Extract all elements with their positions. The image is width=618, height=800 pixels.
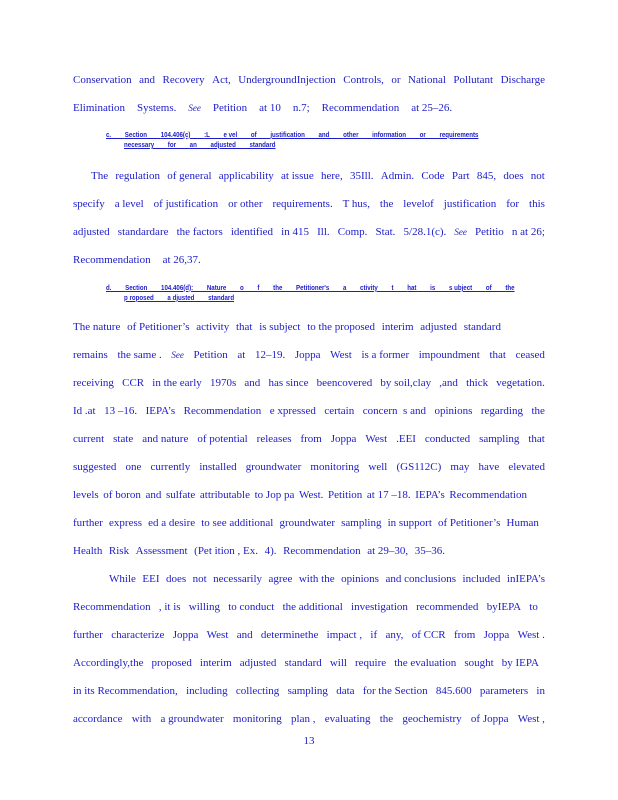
text-segment: 5/28.1(c). — [403, 226, 447, 238]
text-segment: and conclusions — [385, 573, 457, 585]
text-segment: adjusted — [239, 657, 277, 669]
text-segment: of CCR — [411, 629, 446, 641]
text-line — [73, 348, 545, 362]
text-segment: and — [145, 489, 162, 501]
text-segment: currently — [150, 461, 191, 473]
text-segment: require — [355, 657, 387, 669]
heading-segment: :L — [204, 130, 224, 139]
text-segment: have — [478, 461, 500, 473]
text-segment: proposed — [151, 657, 192, 669]
text-segment: agree — [268, 573, 293, 585]
text-segment: n.7; — [292, 102, 310, 114]
heading-segment: ctivity — [360, 283, 392, 292]
text-segment: current — [73, 433, 105, 445]
text-segment: not — [530, 170, 545, 182]
heading-segment: 104.406(c) — [160, 130, 205, 139]
text-segment: concern s and — [362, 405, 426, 417]
text-segment: evaluating — [324, 713, 371, 725]
text-segment: Petition — [193, 349, 228, 361]
text-segment: 1970s — [209, 377, 237, 389]
text-segment: willing — [188, 601, 220, 613]
heading-segment: s ubject — [448, 283, 486, 292]
text-segment: Recommendation — [73, 254, 151, 266]
text-segment: a groundwater — [160, 713, 224, 725]
text-segment: See — [171, 350, 184, 360]
text-segment: West. — [298, 489, 324, 501]
text-line — [73, 253, 545, 267]
text-segment: specify — [73, 198, 105, 210]
text-segment: recommended — [416, 601, 479, 613]
heading-segment: e vel — [223, 130, 251, 139]
text-segment: of boron — [103, 489, 141, 501]
heading-segment: c. — [106, 130, 125, 139]
text-segment: Recommendation — [283, 545, 361, 557]
text-segment: 12–19. — [254, 349, 286, 361]
text-segment: 13 –16. — [104, 405, 138, 417]
text-line — [73, 376, 545, 390]
text-segment: not — [192, 573, 207, 585]
text-segment: 845, — [476, 170, 497, 182]
heading-segment: and — [318, 130, 344, 139]
text-segment: collecting — [235, 685, 280, 697]
text-segment: here, — [321, 170, 343, 182]
heading-row — [106, 283, 515, 293]
text-segment: this — [529, 198, 545, 210]
text-segment: releases — [256, 433, 292, 445]
heading-segment: a djusted — [167, 293, 209, 302]
text-segment: characterize — [111, 629, 165, 641]
heading-text — [106, 130, 478, 139]
text-segment: plan , — [291, 713, 316, 725]
text-segment: beencovered — [316, 377, 373, 389]
text-segment: to conduct — [228, 601, 275, 613]
text-segment: regulation — [115, 170, 160, 182]
text-segment: is subject — [259, 321, 301, 333]
text-segment: at 29–30, — [367, 545, 409, 557]
text-segment: impact , — [326, 629, 363, 641]
text-line — [73, 628, 545, 642]
text-line — [73, 656, 539, 670]
heading-segment: 104.406(d): — [161, 283, 207, 292]
text-segment: impoundment — [418, 349, 480, 361]
text-segment: monitoring — [232, 713, 282, 725]
text-segment: in its Recommendation, — [73, 685, 178, 697]
text-segment: is a former — [361, 349, 410, 361]
text-segment: Petitio — [475, 226, 504, 238]
text-segment: Joppa — [483, 629, 510, 641]
text-segment: including — [186, 685, 228, 697]
text-segment: accordance — [73, 713, 123, 725]
text-segment: and — [236, 629, 253, 641]
text-segment: and — [244, 377, 261, 389]
text-segment: The — [91, 170, 109, 182]
text-segment: West . — [517, 629, 545, 641]
text-segment: Conservation — [73, 74, 132, 86]
heading-segment: justification — [270, 130, 319, 139]
text-line — [109, 572, 545, 586]
text-segment: Stat. — [375, 226, 396, 238]
text-segment: sampling — [287, 685, 328, 697]
text-segment: Recovery — [162, 74, 205, 86]
text-segment: Discharge — [500, 74, 545, 86]
text-segment: of potential — [197, 433, 248, 445]
text-segment: West — [330, 349, 352, 361]
text-segment: of Petitioner’s — [127, 321, 190, 333]
text-segment: 35–36. — [414, 545, 445, 557]
text-segment: IEPA’s — [415, 489, 445, 501]
text-segment: UndergroundInjection — [238, 74, 336, 86]
text-segment: by IEPA — [501, 657, 539, 669]
heading-segment: of — [250, 130, 271, 139]
text-segment: for the Section — [362, 685, 428, 697]
text-segment: any, — [385, 629, 404, 641]
text-segment: Elimination — [73, 102, 125, 114]
heading-segment: is — [430, 283, 449, 292]
text-segment: state — [113, 433, 134, 445]
text-segment: requirements. — [272, 198, 333, 210]
text-segment: certain — [324, 405, 355, 417]
heading-segment: o — [239, 283, 258, 292]
heading-segment: for — [167, 140, 190, 149]
text-segment: 845.600 — [435, 685, 472, 697]
text-segment: vegetation. — [496, 377, 545, 389]
text-segment: that — [528, 433, 545, 445]
heading-segment: an — [189, 140, 211, 149]
text-segment: Pollutant — [453, 74, 494, 86]
text-segment: remains — [73, 349, 108, 361]
text-segment: Comp. — [337, 226, 368, 238]
text-segment: from — [453, 629, 476, 641]
text-segment: that — [235, 321, 253, 333]
text-segment: of general — [167, 170, 212, 182]
heading-segment: p roposed — [124, 293, 168, 302]
text-segment: at 25–26. — [411, 102, 453, 114]
text-segment: See — [188, 103, 201, 113]
text-segment: further — [73, 517, 103, 529]
text-segment: Code — [421, 170, 445, 182]
text-segment: Joppa — [294, 349, 321, 361]
text-segment: suggested — [73, 461, 117, 473]
text-segment: thick — [466, 377, 489, 389]
text-segment: See — [454, 227, 467, 237]
text-segment: included — [462, 573, 501, 585]
text-segment: at 26,37. — [162, 254, 201, 266]
text-segment: parameters — [479, 685, 529, 697]
heading-segment: information — [372, 130, 420, 139]
text-segment: standard — [463, 321, 501, 333]
page-number: 13 — [303, 735, 315, 747]
text-line — [73, 516, 539, 530]
text-segment: sampling — [479, 433, 520, 445]
text-segment: conducted — [424, 433, 471, 445]
heading-segment: requirements — [439, 130, 479, 139]
text-segment: necessarily — [213, 573, 263, 585]
text-line — [73, 101, 545, 115]
text-line — [73, 544, 445, 558]
text-segment: to the proposed — [307, 321, 376, 333]
text-segment: installed — [199, 461, 237, 473]
text-segment: activity — [196, 321, 230, 333]
text-segment: at issue — [281, 170, 314, 182]
heading-segment: Section — [125, 283, 162, 292]
text-segment: e xpressed — [269, 405, 316, 417]
heading-segment: the — [273, 283, 297, 292]
text-segment: at 17 –18. — [366, 489, 411, 501]
heading-segment: f — [257, 283, 274, 292]
text-segment: CCR — [122, 377, 145, 389]
text-segment: Joppa — [172, 629, 199, 641]
text-segment: and — [139, 74, 156, 86]
text-segment: the evaluation — [394, 657, 457, 669]
text-segment: one — [125, 461, 142, 473]
heading-segment: other — [343, 130, 373, 139]
text-segment: identified — [230, 226, 274, 238]
text-segment: Ill. — [317, 226, 330, 238]
text-line — [73, 225, 545, 239]
text-segment: Id .at — [73, 405, 96, 417]
heading-row — [106, 140, 467, 150]
text-segment: National — [408, 74, 446, 86]
text-segment: Accordingly,the — [73, 657, 144, 669]
text-segment: levels — [73, 489, 99, 501]
text-segment: of Petitioner’s — [437, 517, 501, 529]
text-segment: EEI — [142, 573, 160, 585]
text-segment: interim — [381, 321, 414, 333]
text-line — [73, 404, 545, 418]
heading-segment: a — [342, 283, 361, 292]
text-segment: Recommendation — [321, 102, 400, 114]
heading-segment: Petitioner's — [296, 283, 343, 292]
text-segment: While — [109, 573, 136, 585]
text-segment: at — [237, 349, 246, 361]
text-segment: opinions — [341, 573, 379, 585]
text-line — [73, 432, 545, 446]
text-segment: or other — [228, 198, 263, 210]
text-segment: levelof — [403, 198, 434, 210]
text-segment: Risk — [108, 545, 130, 557]
text-segment: does — [503, 170, 524, 182]
text-line — [73, 197, 545, 211]
text-segment: applicability — [218, 170, 274, 182]
text-segment: at 10 — [259, 102, 281, 114]
text-segment: of justification — [153, 198, 219, 210]
text-segment: justification — [443, 198, 497, 210]
text-segment: does — [165, 573, 187, 585]
text-line — [73, 460, 545, 474]
text-segment: Systems. — [136, 102, 177, 114]
heading-text — [124, 293, 234, 302]
heading-text — [124, 140, 275, 149]
text-segment: determinethe — [260, 629, 319, 641]
text-segment: T hus, — [342, 198, 370, 210]
text-segment: sampling — [341, 517, 382, 529]
text-segment: regarding — [480, 405, 523, 417]
heading-segment: t — [391, 283, 408, 292]
text-segment: for — [506, 198, 520, 210]
text-segment: well — [368, 461, 388, 473]
heading-segment: the — [505, 283, 515, 292]
text-segment: has since — [268, 377, 309, 389]
text-segment: data — [336, 685, 355, 697]
text-segment: (GS112C) — [396, 461, 442, 473]
text-segment: in support — [387, 517, 432, 529]
text-segment: to see additional — [201, 517, 274, 529]
text-segment: Recommendation — [183, 405, 262, 417]
section-heading-c — [106, 130, 479, 150]
text-line — [73, 73, 545, 87]
text-segment: Assessment — [135, 545, 188, 557]
text-segment: groundwater — [279, 517, 336, 529]
text-segment: of Joppa — [470, 713, 509, 725]
heading-segment: Nature — [206, 283, 240, 292]
text-segment: the — [531, 405, 545, 417]
text-segment: standard — [284, 657, 322, 669]
text-segment: the factors — [176, 226, 223, 238]
text-segment: 35Ill. — [349, 170, 374, 182]
heading-row — [106, 130, 479, 140]
text-segment: with the — [298, 573, 335, 585]
text-segment: a level — [114, 198, 144, 210]
text-segment: elevated — [508, 461, 545, 473]
heading-segment: of — [485, 283, 506, 292]
text-segment: (Pet ition , Ex. — [194, 545, 259, 557]
text-segment: IEPA’s — [145, 405, 176, 417]
text-segment: the — [379, 713, 394, 725]
text-segment: Act, — [212, 74, 231, 86]
text-segment: Human — [506, 517, 539, 529]
text-segment: West — [365, 433, 388, 445]
heading-segment: Section — [124, 130, 161, 139]
text-segment: West — [206, 629, 229, 641]
text-segment: to Jop pa — [254, 489, 295, 501]
text-segment: investigation — [351, 601, 408, 613]
text-segment: that — [489, 349, 506, 361]
text-segment: monitoring — [310, 461, 360, 473]
text-segment: Controls, — [343, 74, 384, 86]
text-segment: adjusted — [420, 321, 457, 333]
heading-segment: hat — [407, 283, 431, 292]
text-segment: the same . — [117, 349, 162, 361]
text-segment: West , — [517, 713, 545, 725]
heading-segment: standard — [208, 293, 235, 302]
text-line — [73, 320, 501, 334]
text-segment: Part — [451, 170, 470, 182]
text-segment: to — [529, 601, 538, 613]
text-segment: ,and — [439, 377, 458, 389]
text-segment: sought — [464, 657, 494, 669]
text-segment: Health — [73, 545, 103, 557]
text-segment: .EEI — [396, 433, 416, 445]
text-line — [73, 712, 545, 726]
text-segment: Petition — [328, 489, 363, 501]
text-segment: Joppa — [330, 433, 357, 445]
text-segment: and nature — [142, 433, 189, 445]
text-segment: attributable — [199, 489, 250, 501]
heading-segment: standard — [249, 140, 276, 149]
text-segment: ceased — [515, 349, 545, 361]
text-segment: opinions — [434, 405, 473, 417]
text-segment: Recommendation — [449, 489, 527, 501]
text-segment: , it is — [158, 601, 181, 613]
text-segment: groundwater — [245, 461, 302, 473]
text-segment: the — [379, 198, 394, 210]
text-segment: Recommendation — [73, 601, 151, 613]
heading-segment: adjusted — [210, 140, 250, 149]
text-segment: by soil,clay — [380, 377, 432, 389]
text-segment: the additional — [282, 601, 343, 613]
text-line — [91, 169, 545, 183]
text-segment: inIEPA’s — [506, 573, 545, 585]
text-segment: sulfate — [165, 489, 196, 501]
text-segment: in — [536, 685, 545, 697]
heading-segment: necessary — [124, 140, 168, 149]
text-segment: if — [370, 629, 378, 641]
text-line — [73, 600, 538, 614]
section-heading-d — [106, 283, 515, 303]
text-segment: in the early — [152, 377, 202, 389]
text-segment: Petition — [212, 102, 248, 114]
text-segment: with — [131, 713, 152, 725]
text-segment: The nature — [73, 321, 121, 333]
text-segment: or — [391, 74, 401, 86]
text-segment: ed a desire — [148, 517, 196, 529]
heading-segment: d. — [106, 283, 126, 292]
text-segment: 4). — [264, 545, 277, 557]
text-segment: may — [450, 461, 470, 473]
text-segment: geochemistry — [402, 713, 462, 725]
text-line — [73, 488, 527, 502]
text-segment: n at 26; — [511, 226, 545, 238]
heading-row — [106, 293, 467, 303]
heading-text — [106, 283, 515, 292]
text-segment: express — [109, 517, 143, 529]
text-segment: byIEPA — [486, 601, 522, 613]
text-segment: interim — [199, 657, 232, 669]
text-segment: in 415 — [281, 226, 309, 238]
text-segment: from — [300, 433, 322, 445]
text-line — [73, 684, 545, 698]
text-segment: further — [73, 629, 103, 641]
heading-segment: or — [419, 130, 440, 139]
text-segment: receiving — [73, 377, 114, 389]
text-segment: will — [329, 657, 347, 669]
text-segment: standardare — [117, 226, 169, 238]
text-segment: adjusted — [73, 226, 110, 238]
text-segment: Admin. — [380, 170, 415, 182]
